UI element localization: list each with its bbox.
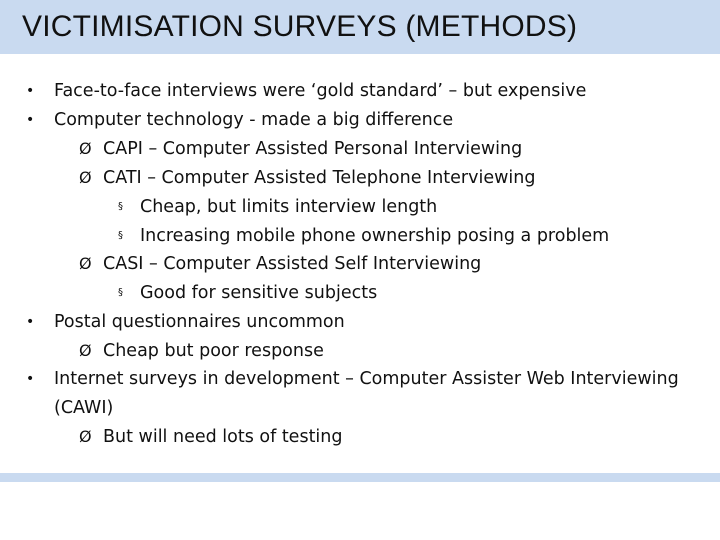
bullet-text: Postal questionnaires uncommon (54, 312, 345, 332)
bullet-marker: • (26, 314, 35, 330)
sub-bullet-text: CATI – Computer Assisted Telephone Interviewing (103, 168, 536, 188)
sub-bullet-text: CASI – Computer Assisted Self Interviewing (103, 254, 482, 274)
bullet-text: Internet surveys in development – Computer Assister Web Interviewing (54, 369, 679, 389)
sub-sub-bullet-text: Cheap, but limits interview length (140, 197, 438, 217)
slide-body (0, 75, 720, 475)
sub-bullet-text: CAPI – Computer Assisted Personal Interviewing (103, 139, 523, 159)
sub-sub-bullet-text: Increasing mobile phone ownership posing a problem (140, 226, 610, 246)
title-bar (0, 0, 720, 58)
bullet-text: Face-to-face interviews were ‘gold standard’ – but expensive (54, 81, 587, 101)
square-bullet-marker: § (118, 201, 123, 212)
footer-bar (0, 473, 720, 482)
square-bullet-marker: § (118, 287, 123, 298)
bullet-marker: • (26, 371, 35, 387)
arrow-bullet-marker: Ø (79, 254, 92, 273)
arrow-bullet-marker: Ø (79, 139, 92, 158)
sub-bullet-text: Cheap but poor response (103, 341, 324, 361)
bullet-continuation-text: (CAWI) (54, 398, 114, 418)
slide-title: VICTIMISATION SURVEYS (METHODS) (22, 10, 578, 43)
arrow-bullet-marker: Ø (79, 168, 92, 187)
bullet-marker: • (26, 112, 35, 128)
sub-sub-bullet-text: Good for sensitive subjects (140, 283, 378, 303)
arrow-bullet-marker: Ø (79, 341, 92, 360)
bullet-text: Computer technology - made a big difference (54, 110, 454, 130)
square-bullet-marker: § (118, 230, 123, 241)
bullet-marker: • (26, 83, 35, 99)
sub-bullet-text: But will need lots of testing (103, 427, 343, 447)
arrow-bullet-marker: Ø (79, 427, 92, 446)
